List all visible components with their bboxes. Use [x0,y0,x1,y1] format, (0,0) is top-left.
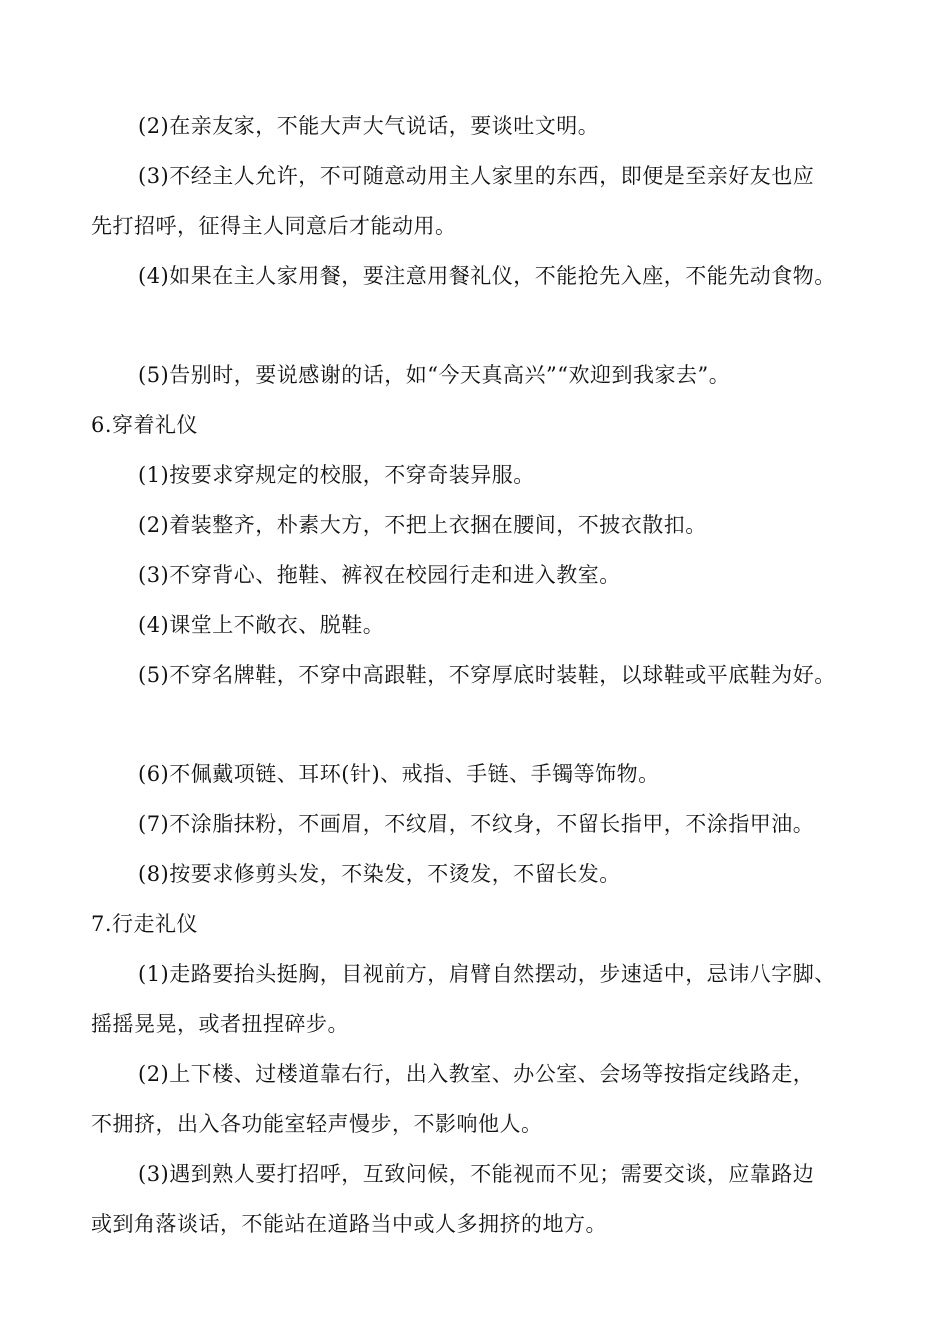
paragraph-line: (4)如果在主人家用餐，要注意用餐礼仪，不能抢先入座，不能先动食物。 [138,264,836,288]
paragraph-line: (6)不佩戴项链、耳环(针)、戒指、手链、手镯等饰物。 [138,762,660,786]
paragraph-line: 或到角落谈话，不能站在道路当中或人多拥挤的地方。 [91,1212,607,1236]
paragraph-line: (4)课堂上不敞衣、脱鞋。 [138,613,385,637]
section-heading: 6.穿着礼仪 [91,413,199,437]
paragraph-line: (7)不涂脂抹粉，不画眉，不纹眉，不纹身，不留长指甲，不涂指甲油。 [138,812,815,836]
paragraph-line: (5)告别时，要说感谢的话，如“今天真高兴”“欢迎到我家去”。 [138,363,731,387]
paragraph-line: 不拥挤，出入各功能室轻声慢步，不影响他人。 [91,1112,543,1136]
paragraph-line: (2)着装整齐，朴素大方，不把上衣捆在腰间，不披衣散扣。 [138,513,707,537]
paragraph-line: (5)不穿名牌鞋，不穿中高跟鞋，不穿厚底时装鞋，以球鞋或平底鞋为好。 [138,663,836,687]
paragraph-line: (3)不穿背心、拖鞋、裤衩在校园行走和进入教室。 [138,563,621,587]
paragraph-line: (1)按要求穿规定的校服，不穿奇装异服。 [138,463,535,487]
paragraph-line: (3)遇到熟人要打招呼，互致问候，不能视而不见；需要交谈，应靠路边 [138,1162,815,1186]
paragraph-line: (2)上下楼、过楼道靠右行，出入教室、办公室、会场等按指定线路走， [138,1062,815,1086]
paragraph-line: (3)不经主人允许，不可随意动用主人家里的东西，即便是至亲好友也应 [138,164,815,188]
paragraph-line: (2)在亲友家，不能大声大气说话，要谈吐文明。 [138,114,600,138]
paragraph-line: 摇摇晃晃，或者扭捏碎步。 [91,1012,349,1036]
paragraph-line: (1)走路要抬头挺胸，目视前方，肩臂自然摆动，步速适中，忌讳八字脚、 [138,962,836,986]
paragraph-line: (8)按要求修剪头发，不染发，不烫发，不留长发。 [138,862,621,886]
section-heading: 7.行走礼仪 [91,912,199,936]
paragraph-line: 先打招呼，征得主人同意后才能动用。 [91,214,457,238]
